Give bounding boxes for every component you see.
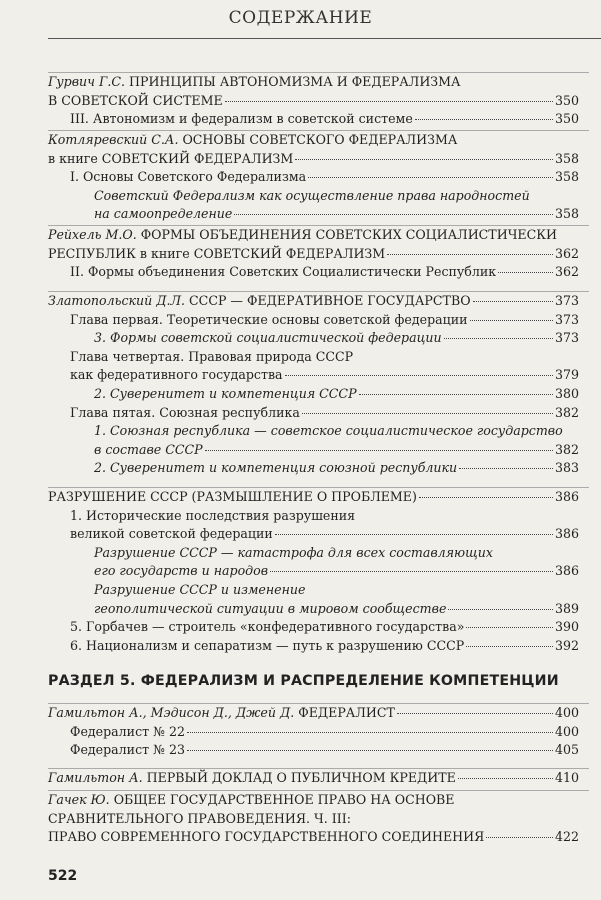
toc-entry[interactable] <box>48 488 589 507</box>
toc-entry-line <box>48 226 555 245</box>
toc-entry-line <box>94 385 555 404</box>
toc-group <box>48 291 589 478</box>
toc-entry-title: 2. Суверенитет и компетенция союзной республики <box>94 460 458 476</box>
toc-page-number: 389 <box>554 600 579 616</box>
toc-entry[interactable] <box>48 581 589 618</box>
toc-entry-line <box>94 544 555 563</box>
leader-dots <box>205 450 553 451</box>
toc-entry[interactable] <box>48 769 589 788</box>
leader-dots <box>498 272 553 273</box>
toc-page-number: 373 <box>554 330 579 346</box>
toc-entry-title: 2. Суверенитет и компетенция СССР <box>94 385 357 401</box>
toc-entry-title: СССР — ФЕДЕРАТИВНОЕ ГОСУДАРСТВО <box>189 293 471 308</box>
toc-entry-title: геополитической ситуации в мировом сообществе <box>94 600 447 616</box>
toc-page-number: 379 <box>554 367 579 383</box>
toc-entry-title: I. Основы Советского Федерализма <box>70 169 307 185</box>
toc-entry-line <box>48 488 555 507</box>
toc-entry[interactable] <box>48 385 589 404</box>
toc-entry-line <box>48 150 555 169</box>
toc-entry[interactable] <box>48 404 589 423</box>
leader-dots <box>302 413 553 414</box>
leader-dots <box>359 394 553 395</box>
toc-entry-line <box>48 73 555 92</box>
toc-entry-line <box>70 525 555 544</box>
toc-page-number: 386 <box>554 489 579 504</box>
leader-dots <box>397 713 553 714</box>
toc-page-number: 400 <box>554 705 579 720</box>
toc-entry-line <box>48 791 555 810</box>
section-title: РАЗДЕЛ 5. ФЕДЕРАЛИЗМ И РАСПРЕДЕЛЕНИЕ КОМПЕТЕНЦИИ <box>48 673 559 689</box>
toc-entry[interactable] <box>48 618 589 637</box>
leader-dots <box>473 301 553 302</box>
leader-dots <box>270 571 553 572</box>
toc-page-number: 350 <box>554 92 579 108</box>
toc-entry-line <box>94 329 555 348</box>
toc-entry[interactable] <box>48 292 589 311</box>
toc-entry-line <box>94 459 555 478</box>
leader-dots <box>295 159 553 160</box>
leader-dots <box>470 320 553 321</box>
toc-entry[interactable] <box>48 544 589 581</box>
toc-entry-title: Разрушение СССР и изменение <box>94 581 306 597</box>
toc-entry-line <box>70 110 555 129</box>
toc-entry-title: РАЗРУШЕНИЕ СССР (РАЗМЫШЛЕНИЕ О ПРОБЛЕМЕ) <box>48 489 417 504</box>
leader-dots <box>225 101 553 102</box>
toc-entry[interactable] <box>48 311 589 330</box>
leader-dots <box>234 214 553 215</box>
toc-entry[interactable] <box>48 168 589 187</box>
toc-entry-title: 6. Национализм и сепаратизм — путь к разрушению СССР <box>70 637 465 653</box>
toc-entry[interactable] <box>48 422 589 459</box>
toc-entry-line <box>48 769 555 788</box>
toc-entry-title: III. Автономизм и федерализм в советской системе <box>70 111 413 127</box>
toc-page-number: 405 <box>554 742 579 758</box>
toc-entry-title: Федералист № 23 <box>70 742 186 758</box>
toc-page-number: 350 <box>554 111 579 127</box>
toc-entry[interactable] <box>48 110 589 129</box>
toc-group <box>48 703 589 760</box>
leader-dots <box>187 732 553 733</box>
toc-entry-author: Златопольский Д.Л. <box>48 293 186 308</box>
toc-entry-line <box>70 404 555 423</box>
toc-entry-line <box>94 581 555 600</box>
toc-group <box>48 487 589 655</box>
toc-entry[interactable] <box>48 131 589 168</box>
toc-entry-title: его государств и народов <box>94 563 269 579</box>
toc-entry-line <box>70 637 555 656</box>
toc-group <box>48 130 589 224</box>
toc-entry-title: ФЕДЕРАЛИСТ <box>298 705 395 720</box>
toc-entry-line <box>94 441 555 460</box>
page-number: 522 <box>48 868 78 884</box>
toc-entry-line <box>70 311 555 330</box>
toc-entry-title: II. Формы объединения Советских Социалистически Республик <box>70 264 497 280</box>
toc-entry-line <box>48 131 555 150</box>
leader-dots <box>466 627 553 628</box>
toc-entry-title: ОСНОВЫ СОВЕТСКОГО ФЕДЕРАЛИЗМА <box>182 132 458 147</box>
toc-entry-head <box>48 769 456 788</box>
toc-entry-line <box>48 92 555 111</box>
toc-page-number: 362 <box>554 264 579 280</box>
toc-entry-title: ПРИНЦИПЫ АВТОНОМИЗМА И ФЕДЕРАЛИЗМА <box>128 74 461 89</box>
toc-entry-title: Разрушение СССР — катастрофа для всех составляющих <box>94 544 493 560</box>
toc-entry[interactable] <box>48 329 589 348</box>
toc-entry[interactable] <box>48 187 589 224</box>
toc-entry-author: Котляревский С.А. <box>48 132 179 147</box>
toc-entry-author: Гачек Ю. <box>48 792 110 807</box>
toc-entry-author: Гамильтон А. <box>48 770 143 785</box>
toc-page-number: 358 <box>554 206 579 222</box>
toc-entry-author: Рейхель М.О. <box>48 227 137 242</box>
toc-group <box>48 225 589 282</box>
toc-entry-title: как федеративного государства <box>70 367 283 383</box>
toc-page-number: 362 <box>554 245 579 261</box>
toc-entry-title: РЕСПУБЛИК в книге СОВЕТСКИЙ ФЕДЕРАЛИЗМ <box>48 245 386 261</box>
toc-entry[interactable] <box>48 73 589 110</box>
toc-page-number: 380 <box>554 385 579 401</box>
toc-entry-title: ПЕРВЫЙ ДОКЛАД О ПУБЛИЧНОМ КРЕДИТЕ <box>146 770 456 785</box>
leader-dots <box>448 609 553 610</box>
toc-entry-line <box>48 828 555 847</box>
toc-entry-title: Глава пятая. Союзная республика <box>70 404 300 420</box>
toc-entry[interactable] <box>48 637 589 656</box>
leader-dots <box>275 534 553 535</box>
toc-entry-line <box>70 723 555 742</box>
toc-entry[interactable] <box>48 741 589 760</box>
toc-page-number: 390 <box>554 619 579 635</box>
toc-entry-title: В СОВЕТСКОЙ СИСТЕМЕ <box>48 92 223 108</box>
header-rule <box>48 38 601 39</box>
toc-entry-author: Гурвич Г.С. <box>48 74 125 89</box>
toc-entry-line <box>70 507 555 526</box>
toc-entry-line <box>48 810 555 829</box>
toc-entry[interactable] <box>48 263 589 282</box>
toc-entry-title: великой советской федерации <box>70 526 273 542</box>
toc-entry-line <box>70 618 555 637</box>
leader-dots <box>415 119 553 120</box>
toc-entry-head <box>48 292 471 311</box>
toc-entry-line <box>48 245 555 264</box>
toc-entry-title: в составе СССР <box>94 441 203 457</box>
toc-entry[interactable] <box>48 791 589 847</box>
toc-entry[interactable] <box>48 459 589 478</box>
toc-entry-line <box>94 205 555 224</box>
toc-entry-line <box>70 348 555 367</box>
toc-page-number: 382 <box>554 404 579 420</box>
toc-entry-head <box>48 704 395 723</box>
toc-entry-line <box>94 422 563 441</box>
toc-page-number: 400 <box>554 723 579 739</box>
toc-group <box>48 768 589 788</box>
page-header: СОДЕРЖАНИЕ <box>228 8 373 28</box>
leader-dots <box>308 177 553 178</box>
toc-entry[interactable] <box>48 704 589 723</box>
toc-entry-line <box>48 292 555 311</box>
toc-group <box>48 72 589 129</box>
toc-entry-line <box>48 704 555 723</box>
toc-page-number: 373 <box>554 293 579 308</box>
toc-entry-title: ПРАВО СОВРЕМЕННОГО ГОСУДАРСТВЕННОГО СОЕДИНЕНИЯ <box>48 829 485 845</box>
toc-page-number: 386 <box>554 563 579 579</box>
leader-dots <box>486 837 553 838</box>
toc-page-number: 373 <box>554 311 579 327</box>
toc-entry-line <box>70 366 555 385</box>
toc-page-number: 386 <box>554 526 579 542</box>
toc-page-number: 410 <box>554 770 579 785</box>
toc-entry-title: Советский Федерализм как осуществление права народностей <box>94 187 530 203</box>
leader-dots <box>285 375 553 376</box>
leader-dots <box>387 254 553 255</box>
toc-entry-line <box>70 168 555 187</box>
toc-entry-author: Гамильтон А., Мэдисон Д., Джей Д. <box>48 705 295 720</box>
toc-entry-line <box>70 263 555 282</box>
toc-page-number: 382 <box>554 441 579 457</box>
toc-page-number: 383 <box>554 460 579 476</box>
leader-dots <box>458 778 553 779</box>
toc-entry-title: 1. Союзная республика — советское социалистическое государство <box>94 423 563 439</box>
leader-dots <box>419 497 553 498</box>
toc-page-number: 422 <box>554 829 579 845</box>
leader-dots <box>187 750 553 751</box>
toc-entry-line <box>70 741 555 760</box>
toc-entry[interactable] <box>48 348 589 385</box>
toc-entry-line <box>94 187 555 206</box>
leader-dots <box>466 646 553 647</box>
toc-entry-title: на самоопределение <box>94 206 233 222</box>
toc-entry-title: СРАВНИТЕЛЬНОГО ПРАВОВЕДЕНИЯ. Ч. III: <box>48 810 351 826</box>
toc-entry-title: 1. Исторические последствия разрушения <box>70 507 356 523</box>
toc-entry-title: Федералист № 22 <box>70 723 186 739</box>
toc-group <box>48 790 589 847</box>
toc-page-number: 392 <box>554 637 579 653</box>
toc-entry-title: 3. Формы советской социалистической федерации <box>94 330 442 346</box>
toc-entry-title: Глава первая. Теоретические основы советской федерации <box>70 311 468 327</box>
toc-entry-title: ФОРМЫ ОБЪЕДИНЕНИЯ СОВЕТСКИХ СОЦИАЛИСТИЧЕСКИ <box>140 227 557 242</box>
toc-entry[interactable] <box>48 226 589 263</box>
leader-dots <box>459 468 553 469</box>
toc-entry-title: ОБЩЕЕ ГОСУДАРСТВЕННОЕ ПРАВО НА ОСНОВЕ <box>113 792 455 807</box>
toc-entry-title: в книге СОВЕТСКИЙ ФЕДЕРАЛИЗМ <box>48 150 294 166</box>
toc-page-number: 358 <box>554 169 579 185</box>
leader-dots <box>444 338 553 339</box>
toc-page-number: 358 <box>554 150 579 166</box>
toc-entry[interactable] <box>48 723 589 742</box>
toc-entry-title: 5. Горбачев — строитель «конфедеративного государства» <box>70 619 465 635</box>
toc-entry[interactable] <box>48 507 589 544</box>
toc-entry-title: Глава четвертая. Правовая природа СССР <box>70 348 354 364</box>
toc-entry-line <box>94 562 555 581</box>
toc-entry-line <box>94 600 555 619</box>
